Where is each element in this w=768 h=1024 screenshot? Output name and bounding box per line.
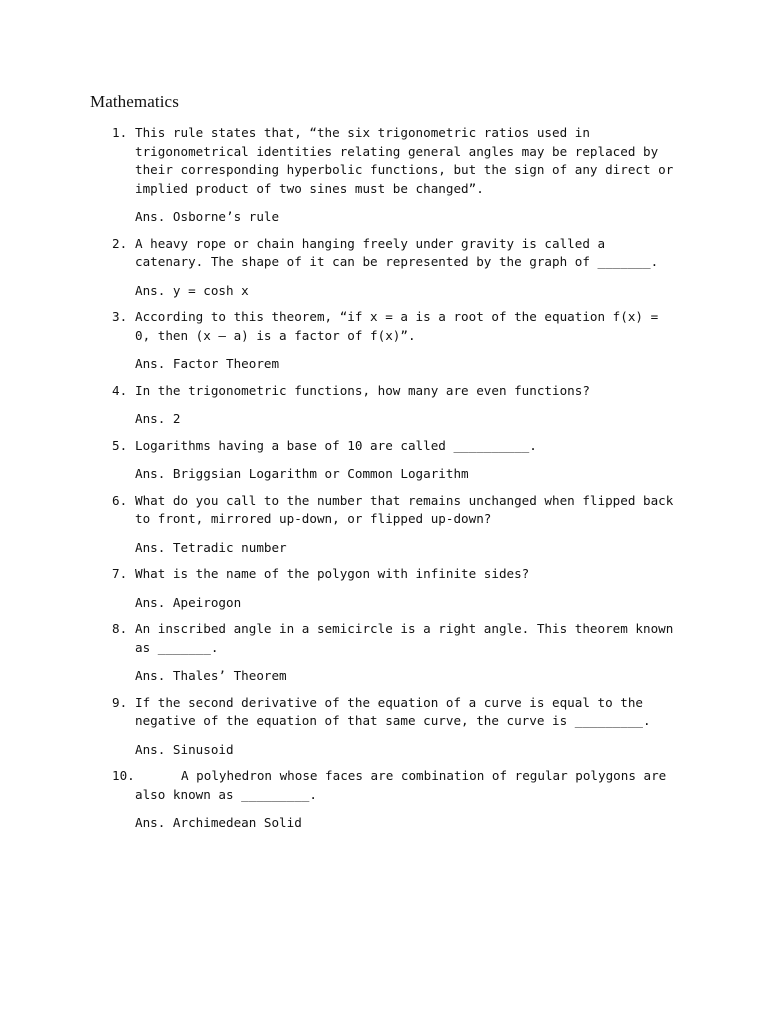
question-number: 1.	[112, 125, 128, 140]
answer-text: Ans. y = cosh x	[135, 282, 249, 298]
answer-text: Ans. 2	[135, 411, 181, 426]
question-text: What do you call to the number that remains unchanged when flipped back to front, mirrored up-down, or flipped up-down?	[135, 492, 674, 526]
list-item	[0, 492, 768, 558]
answer-text: Ans. Sinusoid	[135, 741, 234, 757]
question-number: 9.	[112, 694, 128, 710]
answer-text: Ans. Archimedean Solid	[135, 815, 302, 830]
list-item	[0, 620, 768, 686]
answer-text: Ans. Briggsian Logarithm or Common Logarithm	[135, 466, 469, 481]
question-text: If the second derivative of the equation of a curve is equal to the negative of the equation of that same curve, the curve is _________.	[135, 694, 651, 728]
question-text: In the trigonometric functions, how many are even functions?	[135, 382, 590, 398]
answer-text: Ans. Thales’ Theorem	[135, 668, 287, 683]
question-list	[0, 124, 768, 841]
answer-text: Ans. Apeirogon	[135, 594, 242, 610]
list-item	[0, 565, 768, 612]
question-number: 5.	[112, 437, 128, 453]
question-number: 4.	[112, 382, 128, 398]
question-text: This rule states that, “the six trigonometric ratios used in trigonometrical identities relating general angles may be replaced by their corresponding hyperbolic functions, but the sign of any direct or implied product of two sines must be changed”.	[135, 125, 674, 196]
question-text: What is the name of the polygon with infinite sides?	[135, 566, 530, 581]
question-number: 3.	[112, 309, 128, 324]
question-text: A heavy rope or chain hanging freely under gravity is called a catenary. The shape of it can be represented by the graph of _______.	[135, 235, 659, 269]
list-item	[0, 437, 768, 484]
question-text: An inscribed angle in a semicircle is a right angle. This theorem known as _______.	[135, 621, 674, 655]
question-text: According to this theorem, “if x = a is a root of the equation f(x) = 0, then (x – a) is a factor of f(x)”.	[135, 309, 659, 343]
question-number: 10.	[112, 768, 135, 783]
question-number: 7.	[112, 566, 128, 581]
list-item	[0, 694, 768, 760]
question-number: 8.	[112, 621, 128, 636]
list-item	[0, 767, 768, 833]
answer-text: Ans. Osborne’s rule	[135, 209, 280, 224]
question-text: Logarithms having a base of 10 are called __________.	[135, 437, 537, 453]
question-number: 2.	[112, 235, 128, 251]
page-title: Mathematics	[90, 92, 179, 111]
list-item	[0, 308, 768, 374]
answer-text: Ans. Tetradic number	[135, 539, 287, 555]
answer-text: Ans. Factor Theorem	[135, 356, 280, 371]
question-text: A polyhedron whose faces are combination of regular polygons are also known as _________.	[135, 768, 667, 802]
question-number: 6.	[112, 492, 128, 508]
list-item	[0, 382, 768, 429]
list-item	[0, 124, 768, 227]
list-item	[0, 235, 768, 301]
